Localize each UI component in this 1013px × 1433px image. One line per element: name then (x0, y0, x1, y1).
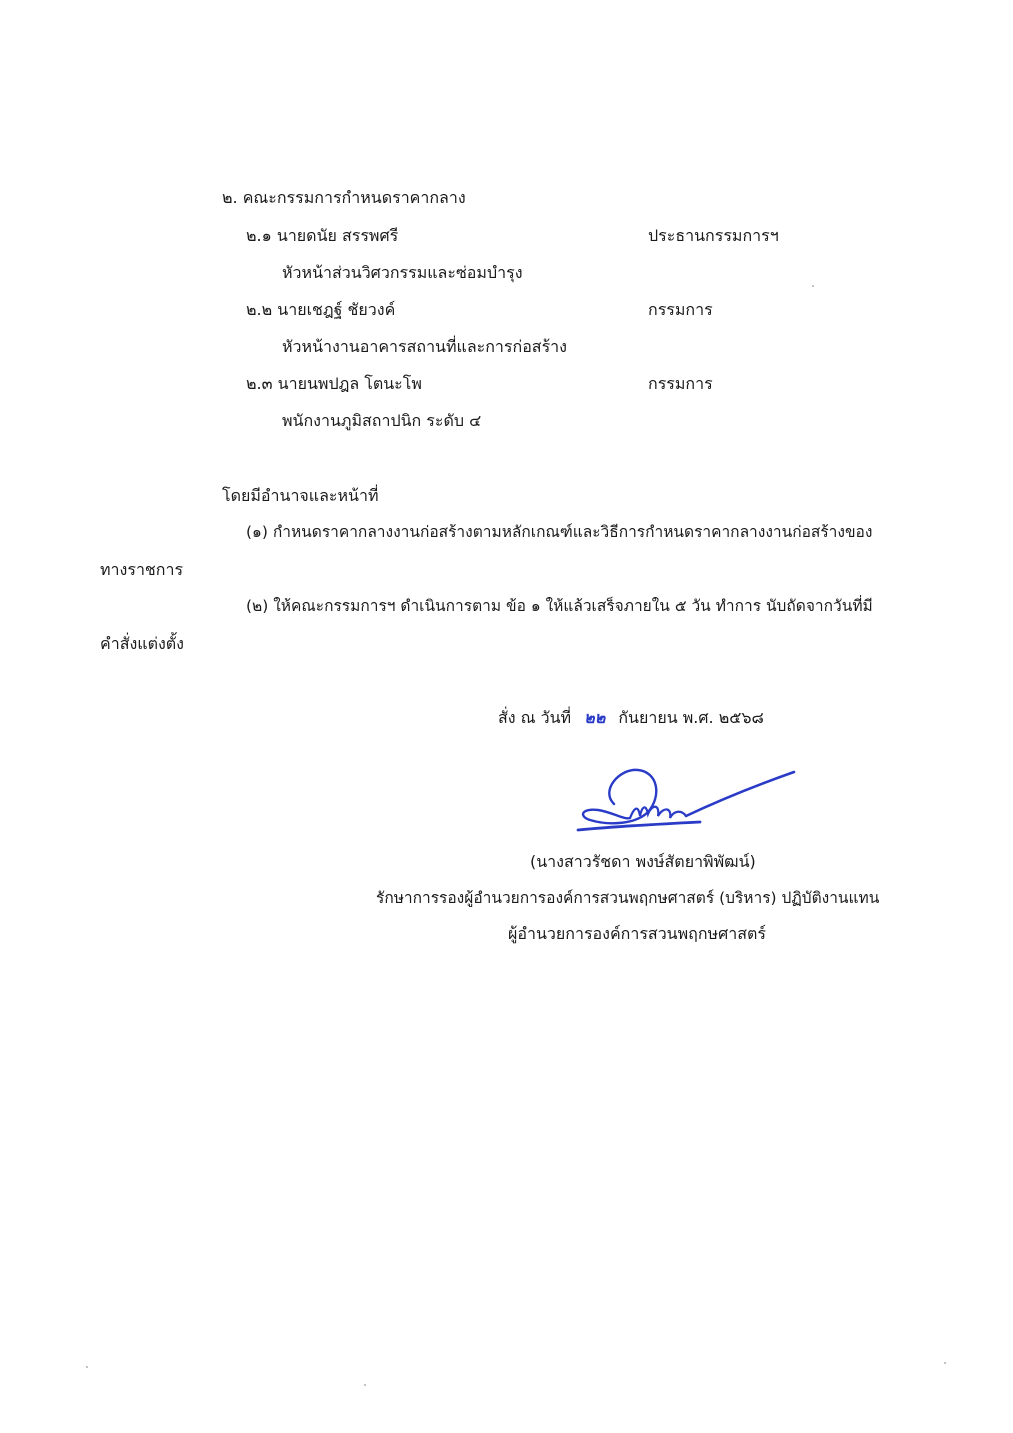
duty-item-1-continued: ทางราชการ (100, 560, 184, 579)
member-role: กรรมการ (648, 300, 713, 319)
member-name: ๒.๒ นายเชฎฐ์ ชัยวงค์ (246, 300, 396, 319)
member-position: หัวหน้างานอาคารสถานที่และการก่อสร้าง (282, 337, 567, 356)
scan-speck (944, 1362, 946, 1364)
member-role: กรรมการ (648, 374, 713, 393)
order-date-prefix: สั่ง ณ วันที่ (498, 708, 572, 727)
member-role: ประธานกรรมการฯ (648, 226, 779, 245)
duty-item-2-continued: คำสั่งแต่งตั้ง (100, 634, 184, 653)
duty-item-1: (๑) กำหนดราคากลางงานก่อสร้างตามหลักเกณฑ์และวิธีการกำหนดราคากลางงานก่อสร้างของ (246, 523, 873, 541)
duty-item-2: (๒) ให้คณะกรรมการฯ ดำเนินการตาม ข้อ ๑ ให้แล้วเสร็จภายใน ๕ วัน ทำการ นับถัดจากวันที่มี (246, 597, 873, 615)
signature-image (570, 760, 810, 840)
member-name: ๒.๓ นายนพปฎล โตนะโพ (246, 374, 422, 393)
member-name: ๒.๑ นายดนัย สรรพศรี (246, 226, 399, 245)
order-date-day: ๒๒ (584, 708, 606, 727)
scan-speck (86, 1366, 88, 1368)
scan-speck (812, 285, 814, 287)
scan-speck (364, 1384, 366, 1386)
duties-heading: โดยมีอำนาจและหน้าที่ (222, 486, 379, 505)
signatory-title-continued: ผู้อำนวยการองค์การสวนพฤกษศาสตร์ (508, 924, 766, 943)
signatory-title: รักษาการรองผู้อำนวยการองค์การสวนพฤกษศาสตร์ (บริหาร) ปฏิบัติงานแทน (376, 889, 880, 907)
committee-heading: ๒. คณะกรรมการกำหนดราคากลาง (222, 188, 466, 207)
member-position: พนักงานภูมิสถาปนิก ระดับ ๔ (282, 411, 482, 430)
order-date-month-year: กันยายน พ.ศ. ๒๕๖๘ (618, 708, 764, 727)
signatory-name: (นางสาวรัชดา พงษ์สัตยาพิพัฒน์) (530, 852, 756, 871)
member-position: หัวหน้าส่วนวิศวกรรมและซ่อมบำรุง (282, 263, 523, 282)
order-date (498, 708, 764, 728)
